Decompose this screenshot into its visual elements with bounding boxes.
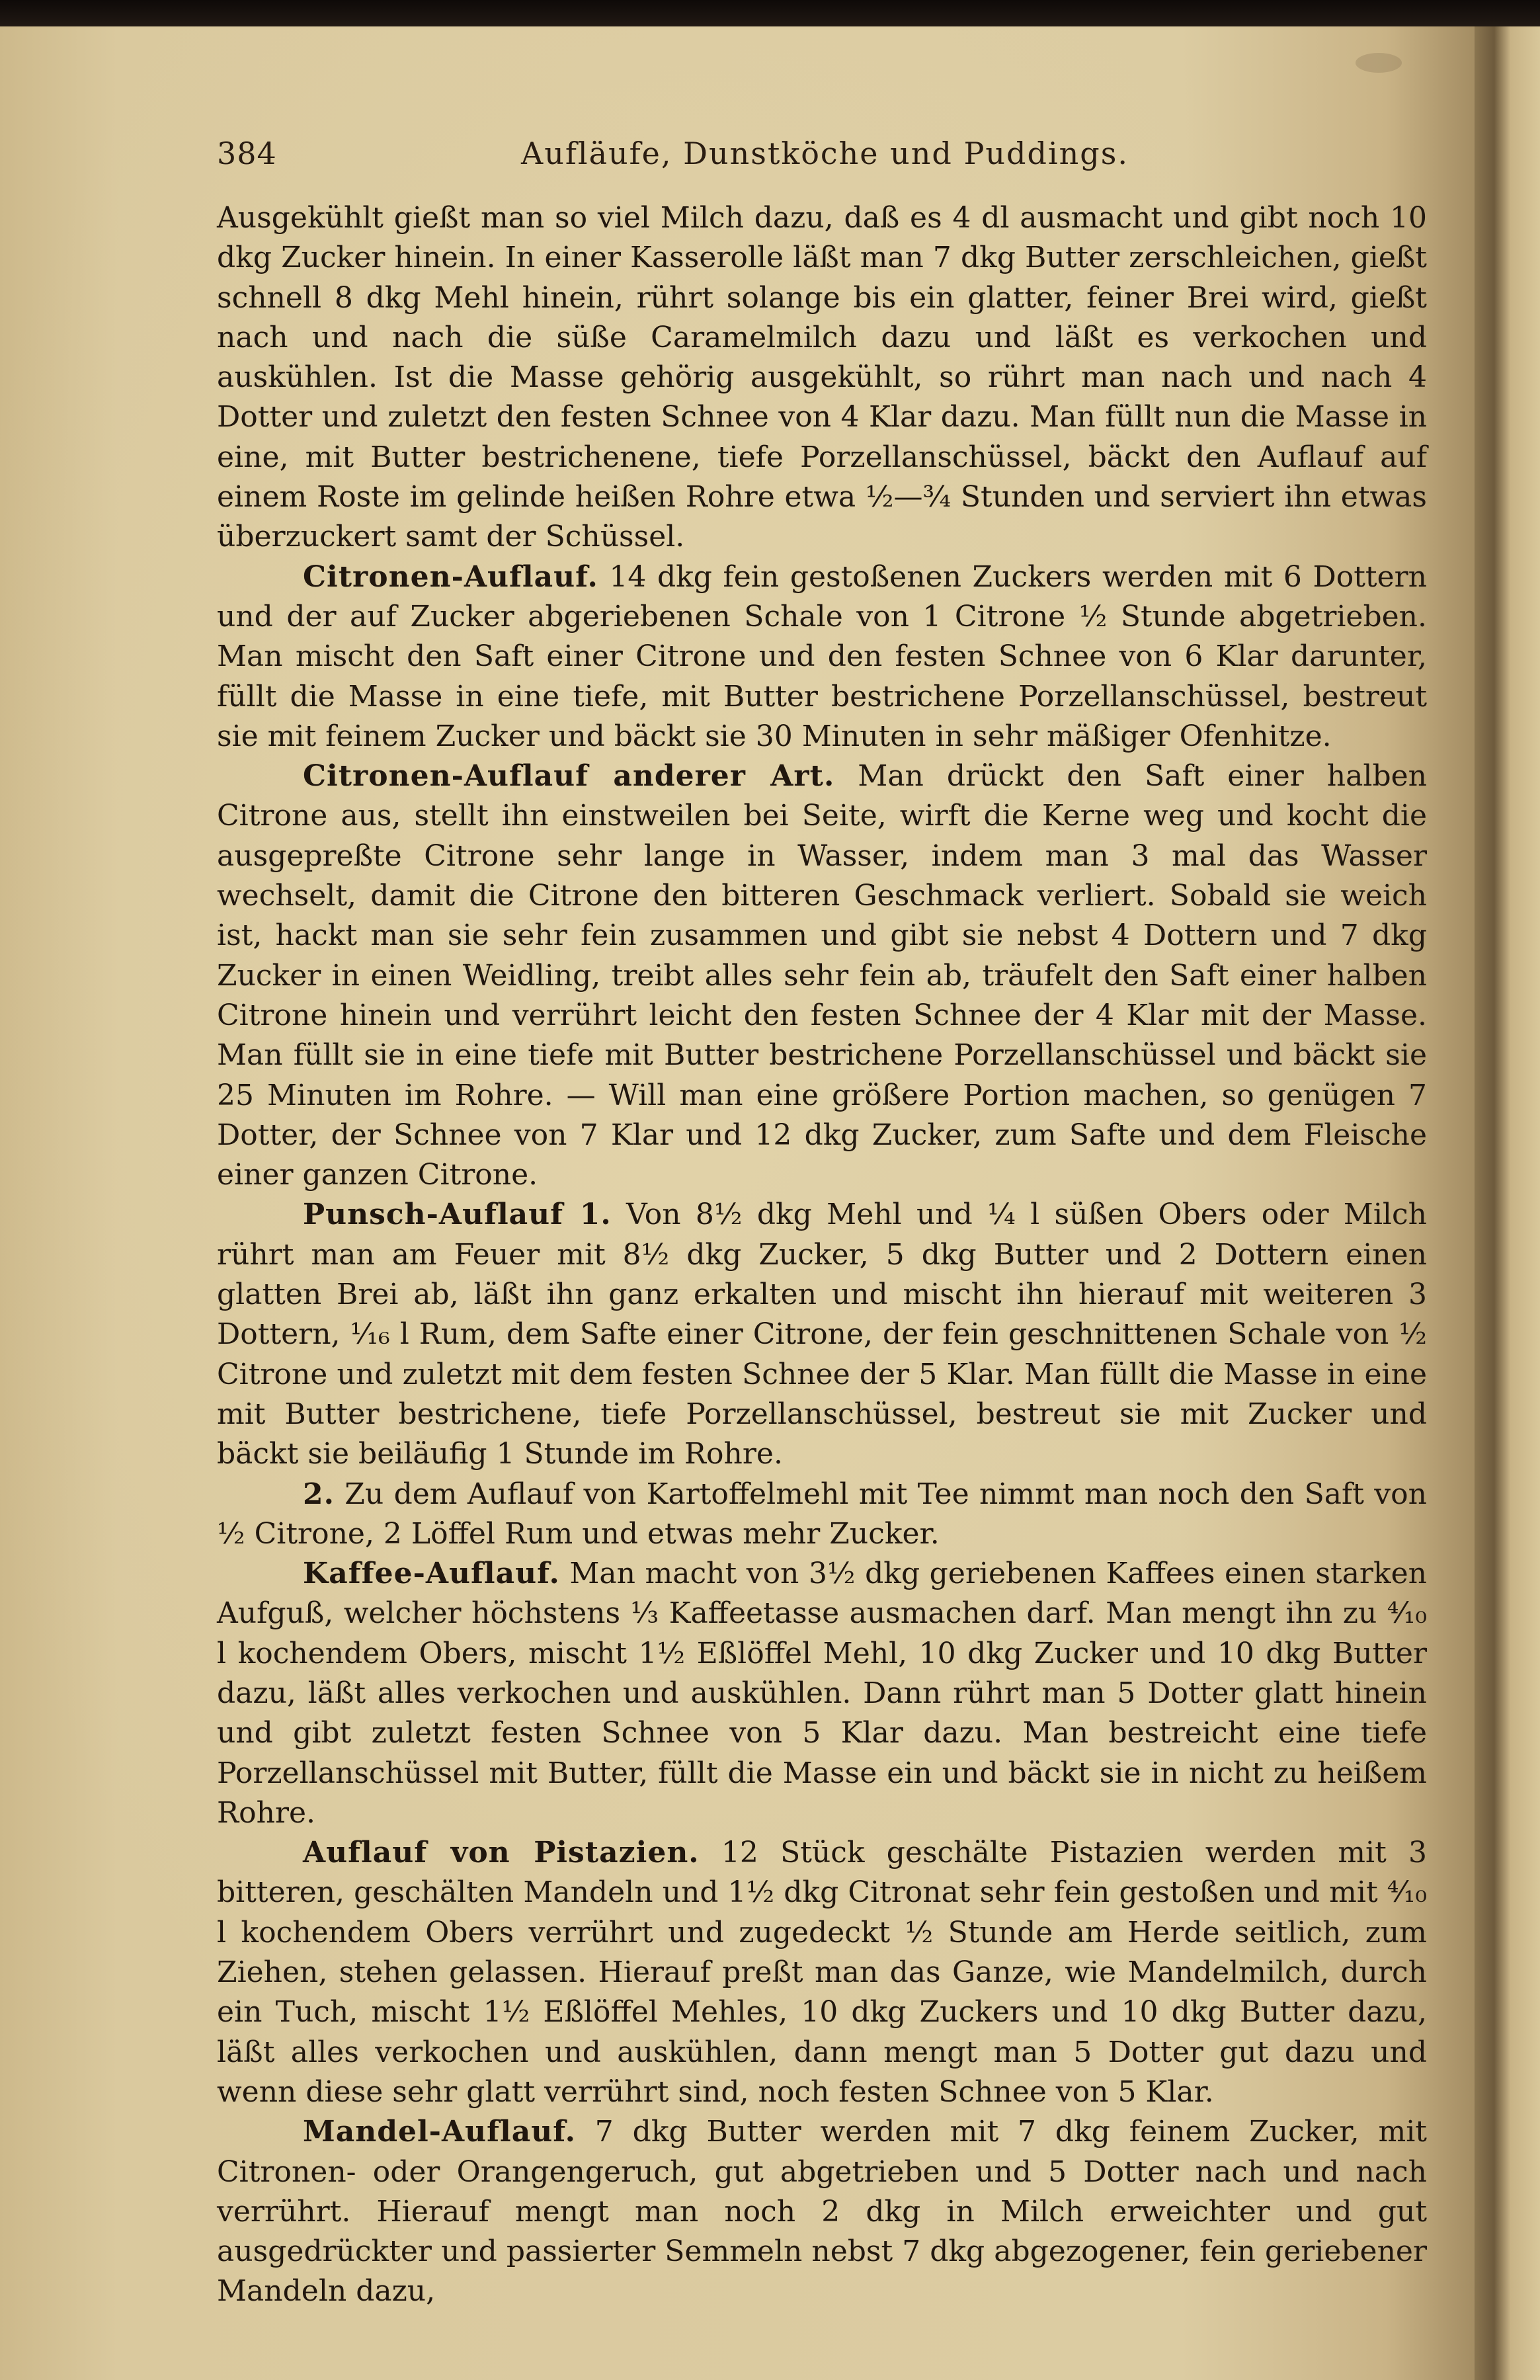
recipe-punsch-auflauf-1 bbox=[217, 1195, 1427, 1474]
book-gutter bbox=[1475, 26, 1540, 2380]
paragraph-continued bbox=[217, 198, 1427, 557]
recipe-text: 7 dkg Butter werden mit 7 dkg feinem Zucker, mit Citronen- oder Orangengeruch, gut abgetrieben und 5 Dotter nach und nach verrührt. Hierauf mengt man noch 2 dkg in Milch erweichter und gut ausgedrückter und passierter Semmeln nebst 7 dkg abgezogener, fein geriebener Mandeln dazu, bbox=[217, 2115, 1427, 2309]
recipe-punsch-auflauf-2 bbox=[217, 1475, 1427, 1555]
recipe-heading: Citronen-Auflauf. bbox=[303, 559, 598, 594]
recipe-text: Von 8½ dkg Mehl und ¼ l süßen Obers oder Milch rührt man am Feuer mit 8½ dkg Zucker, 5 dkg Butter und 2 Dottern einen glatten Brei ab, läßt ihn ganz erkalten und mischt ihn hierauf mit weiteren 3 Dottern, ¹⁄₁₆ l Rum, dem Safte einer Citrone, der fein geschnittenen Schale von ½ Citrone und zuletzt mit dem festen Schnee der 5 Klar. Man füllt die Masse in eine mit Butter bestrichene, tiefe Porzellanschüssel, bestreut sie mit Zucker und bäckt sie beiläufig 1 Stunde im Rohre. bbox=[217, 1198, 1427, 1471]
paper-stain bbox=[1356, 53, 1402, 73]
recipe-citronen-auflauf-anderer-art bbox=[217, 757, 1427, 1195]
recipe-heading: Punsch-Auflauf 1. bbox=[303, 1198, 612, 1232]
recipe-heading: Mandel-Auflauf. bbox=[303, 2115, 576, 2149]
recipe-mandel-auflauf bbox=[217, 2112, 1427, 2311]
recipe-text: Man macht von 3½ dkg geriebenen Kaffees einen starken Aufguß, welcher höchstens ⅓ Kaffeetasse ausmachen darf. Man mengt ihn zu ⁴⁄₁₀ l kochendem Obers, mischt 1½ Eßlöffel Mehl, 10 dkg Zucker und 10 dkg Butter dazu, läßt alles verkochen und auskühlen. Dann rührt man 5 Dotter glatt hinein und gibt zuletzt festen Schnee von 5 Klar dazu. Man bestreicht eine tiefe Porzellanschüssel mit Butter, füllt die Masse ein und bäckt sie in nicht zu heißem Rohre. bbox=[217, 1557, 1427, 1830]
paragraph-text: Ausgekühlt gießt man so viel Milch dazu, daß es 4 dl ausmacht und gibt noch 10 dkg Zucker hinein. In einer Kasserolle läßt man 7 dkg Butter zerschleichen, gießt schnell 8 dkg Mehl hinein, rührt solange bis ein glatter, feiner Brei wird, gießt nach und nach die süße Caramelmilch dazu und läßt es verkochen und auskühlen. Ist die Masse gehörig ausgekühlt, so rührt man nach und nach 4 Dotter und zuletzt den festen Schnee von 4 Klar dazu. Man füllt nun die Masse in eine, mit Butter bestrichenene, tiefe Porzellanschüssel, bäckt den Auflauf auf einem Roste im gelinde heißen Rohre etwa ½—¾ Stunden und serviert ihn etwas überzuckert samt der Schüssel. bbox=[217, 201, 1427, 554]
recipe-text: 12 Stück geschälte Pistazien werden mit 3 bitteren, geschälten Mandeln und 1½ dkg Citronat sehr fein gestoßen und mit ⁴⁄₁₀ l kochendem Obers verrührt und zugedeckt ½ Stunde am Herde seitlich, zum Ziehen, stehen gelassen. Hierauf preßt man das Ganze, wie Mandelmilch, durch ein Tuch, mischt 1½ Eßlöffel Mehles, 10 dkg Zuckers und 10 dkg Butter dazu, läßt alles verkochen und auskühlen, dann mengt man 5 Dotter gut dazu und wenn diese sehr glatt verrührt sind, noch festen Schnee von 5 Klar. bbox=[217, 1836, 1427, 2109]
recipe-heading: 2. bbox=[303, 1477, 335, 1511]
recipe-auflauf-von-pistazien bbox=[217, 1833, 1427, 2112]
recipe-kaffee-auflauf bbox=[217, 1554, 1427, 1833]
recipe-text: 14 dkg fein gestoßenen Zuckers werden mit 6 Dottern und der auf Zucker abgeriebenen Schale von 1 Citrone ½ Stunde abgetrieben. Man mischt den Saft einer Citrone und den festen Schnee von 6 Klar darunter, füllt die Masse in eine tiefe, mit Butter bestrichene Porzellanschüssel, bestreut sie mit feinem Zucker und bäckt sie 30 Minuten in sehr mäßiger Ofenhitze. bbox=[217, 559, 1427, 753]
recipe-citronen-auflauf bbox=[217, 557, 1427, 757]
page-number: 384 bbox=[217, 136, 277, 171]
page-body bbox=[217, 198, 1427, 2312]
recipe-text: Man drückt den Saft einer halben Citrone aus, stellt ihn einstweilen bei Seite, wirft die Kerne weg und kocht die ausgepreßte Citrone sehr lange in Wasser, indem man 3 mal das Wasser wechselt, damit die Citrone den bitteren Geschmack verliert. Sobald sie weich ist, hackt man sie sehr fein zusammen und gibt sie nebst 4 Dottern und 7 dkg Zucker in einen Weidling, treibt alles sehr fein ab, träufelt den Saft einer halben Citrone hinein und verrührt leicht den festen Schnee der 4 Klar mit der Masse. Man füllt sie in eine tiefe mit Butter bestrichene Porzellanschüssel und bäckt sie 25 Minuten im Rohre. — Will man eine größere Portion machen, so genügen 7 Dotter, der Schnee von 7 Klar und 12 dkg Zucker, zum Safte und dem Fleische einer ganzen Citrone. bbox=[217, 759, 1427, 1192]
page-header bbox=[217, 136, 1427, 188]
running-head: Aufläufe, Dunstköche und Puddings. bbox=[521, 136, 1129, 171]
recipe-heading: Citronen-Auflauf anderer Art. bbox=[303, 759, 835, 794]
recipe-heading: Auflauf von Pistazien. bbox=[303, 1836, 700, 1870]
recipe-text: Zu dem Auflauf von Kartoffelmehl mit Tee nimmt man noch den Saft von ½ Citrone, 2 Löffel Rum und etwas mehr Zucker. bbox=[217, 1477, 1427, 1551]
recipe-heading: Kaffee-Auflauf. bbox=[303, 1557, 560, 1591]
